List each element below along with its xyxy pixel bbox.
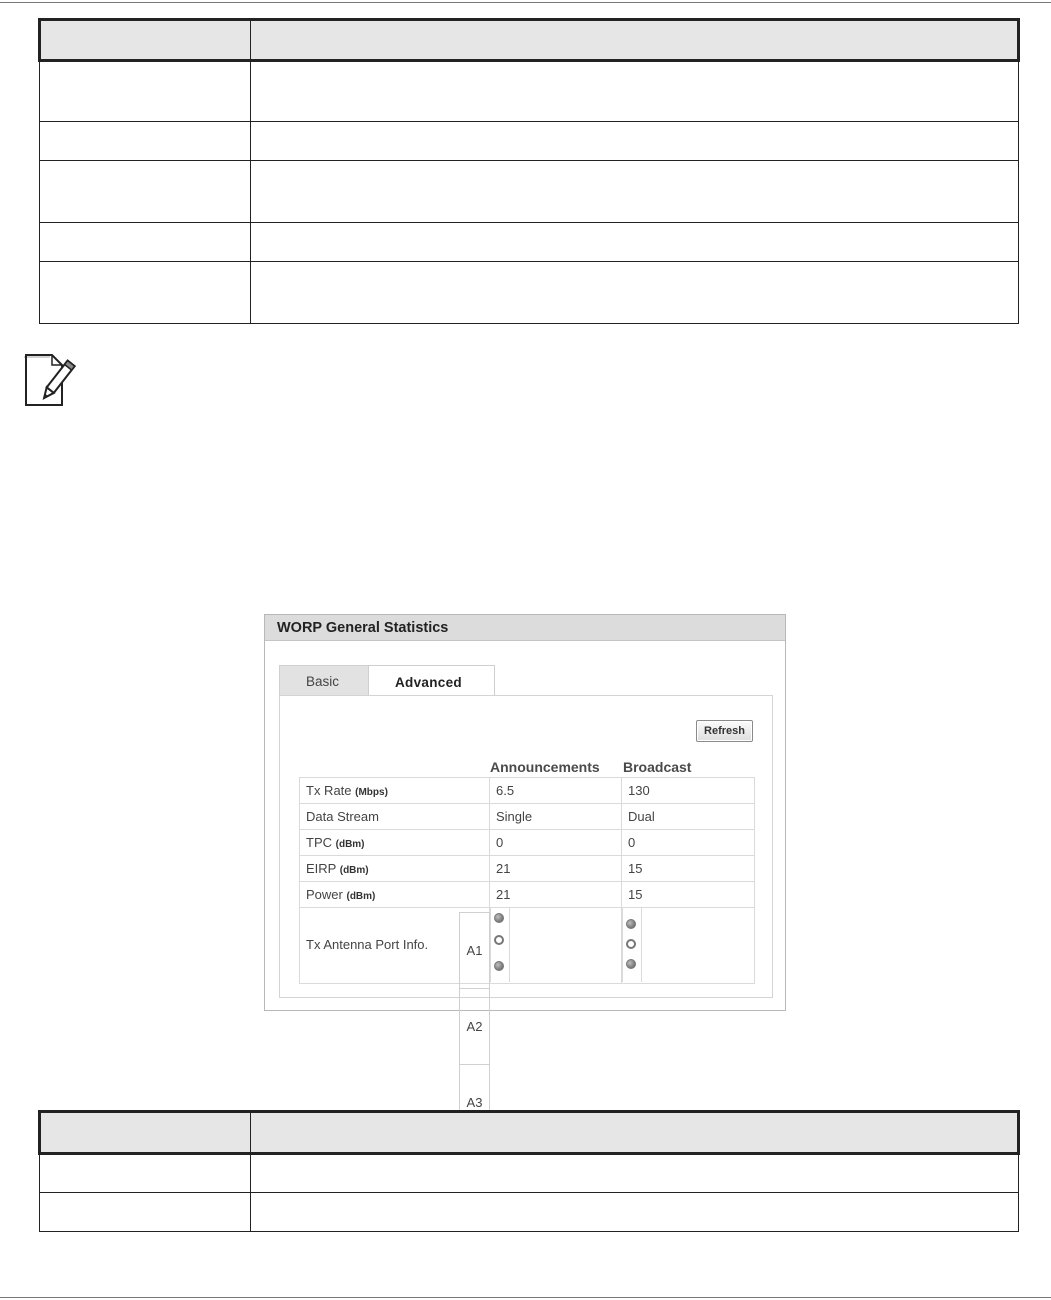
table-row bbox=[300, 778, 755, 804]
bottom-doc-table bbox=[38, 1110, 1020, 1232]
broadcast-antenna-cell bbox=[622, 908, 755, 984]
antenna-label: Tx Antenna Port Info. bbox=[306, 937, 429, 952]
column-header-announcements: Announcements bbox=[490, 759, 600, 775]
announcements-value: 0 bbox=[490, 830, 622, 856]
panel-title: WORP General Statistics bbox=[265, 615, 785, 641]
table-cell bbox=[40, 1154, 251, 1193]
antenna-indicator-icon bbox=[626, 939, 636, 949]
table-cell bbox=[251, 61, 1019, 122]
note-pencil-icon bbox=[22, 353, 80, 409]
table-cell bbox=[40, 161, 251, 223]
column-header-broadcast: Broadcast bbox=[623, 759, 692, 775]
table-row bbox=[40, 61, 1019, 122]
table-row bbox=[40, 122, 1019, 161]
table-row bbox=[40, 223, 1019, 262]
table-cell bbox=[40, 223, 251, 262]
top-doc-table bbox=[38, 18, 1020, 324]
announcements-indicators bbox=[490, 908, 510, 982]
table-cell bbox=[251, 161, 1019, 223]
broadcast-value: 130 bbox=[622, 778, 755, 804]
port-label: A1 bbox=[460, 913, 490, 989]
table-row bbox=[40, 1154, 1019, 1193]
row-label: TPC (dBm) bbox=[300, 830, 490, 856]
row-label: Data Stream bbox=[300, 804, 490, 830]
table-row bbox=[300, 830, 755, 856]
table-cell bbox=[40, 1193, 251, 1232]
row-label: EIRP (dBm) bbox=[300, 856, 490, 882]
unit-label: (dBm) bbox=[335, 839, 365, 850]
table-row bbox=[40, 161, 1019, 223]
unit-label: (dBm) bbox=[339, 865, 369, 876]
stats-table bbox=[299, 777, 755, 1110]
announcements-value: 21 bbox=[490, 856, 622, 882]
announcements-value: 6.5 bbox=[490, 778, 622, 804]
table-cell bbox=[251, 1193, 1019, 1232]
antenna-label-cell bbox=[300, 908, 490, 1110]
table-header-cell bbox=[251, 20, 1019, 61]
announcements-antenna-cell bbox=[490, 908, 622, 984]
table-row bbox=[40, 1193, 1019, 1232]
broadcast-value: Dual bbox=[622, 804, 755, 830]
unit-label: (Mbps) bbox=[355, 787, 388, 798]
antenna-indicator-icon bbox=[626, 959, 636, 969]
row-label: Tx Rate (Mbps) bbox=[300, 778, 490, 804]
antenna-row bbox=[300, 908, 755, 984]
table-cell bbox=[251, 262, 1019, 324]
table-cell bbox=[40, 122, 251, 161]
antenna-indicator-icon bbox=[494, 935, 504, 945]
table-header-cell bbox=[251, 1112, 1019, 1154]
port-label: A2 bbox=[460, 989, 490, 1065]
antenna-indicator-icon bbox=[494, 913, 504, 923]
table-cell bbox=[251, 223, 1019, 262]
table-cell bbox=[40, 61, 251, 122]
port-label: A3 bbox=[460, 1065, 490, 1141]
table-header-cell bbox=[40, 20, 251, 61]
broadcast-value: 15 bbox=[622, 882, 755, 908]
antenna-indicator-icon bbox=[494, 961, 504, 971]
worp-general-statistics-panel bbox=[264, 614, 786, 1110]
top-rule bbox=[0, 2, 1051, 3]
table-row bbox=[40, 262, 1019, 324]
table-header-row bbox=[40, 20, 1019, 61]
advanced-tab-content bbox=[279, 695, 773, 1110]
table-header-row bbox=[40, 1112, 1019, 1154]
tab-basic[interactable]: Basic bbox=[279, 665, 368, 696]
antenna-indicator-icon bbox=[626, 919, 636, 929]
announcements-value: Single bbox=[490, 804, 622, 830]
broadcast-value: 15 bbox=[622, 856, 755, 882]
tab-advanced[interactable]: Advanced bbox=[368, 665, 495, 696]
table-cell bbox=[251, 1154, 1019, 1193]
bottom-rule bbox=[0, 1297, 1051, 1298]
table-row bbox=[300, 804, 755, 830]
broadcast-value: 0 bbox=[622, 830, 755, 856]
table-row bbox=[300, 882, 755, 908]
table-cell bbox=[251, 122, 1019, 161]
unit-label: (dBm) bbox=[346, 891, 376, 902]
table-header-cell bbox=[40, 1112, 251, 1154]
table-cell bbox=[40, 262, 251, 324]
announcements-value: 21 bbox=[490, 882, 622, 908]
antenna-ports bbox=[459, 912, 490, 1141]
table-row bbox=[300, 856, 755, 882]
refresh-button[interactable]: Refresh bbox=[696, 720, 753, 742]
broadcast-indicators bbox=[622, 908, 642, 982]
row-label: Power (dBm) bbox=[300, 882, 490, 908]
